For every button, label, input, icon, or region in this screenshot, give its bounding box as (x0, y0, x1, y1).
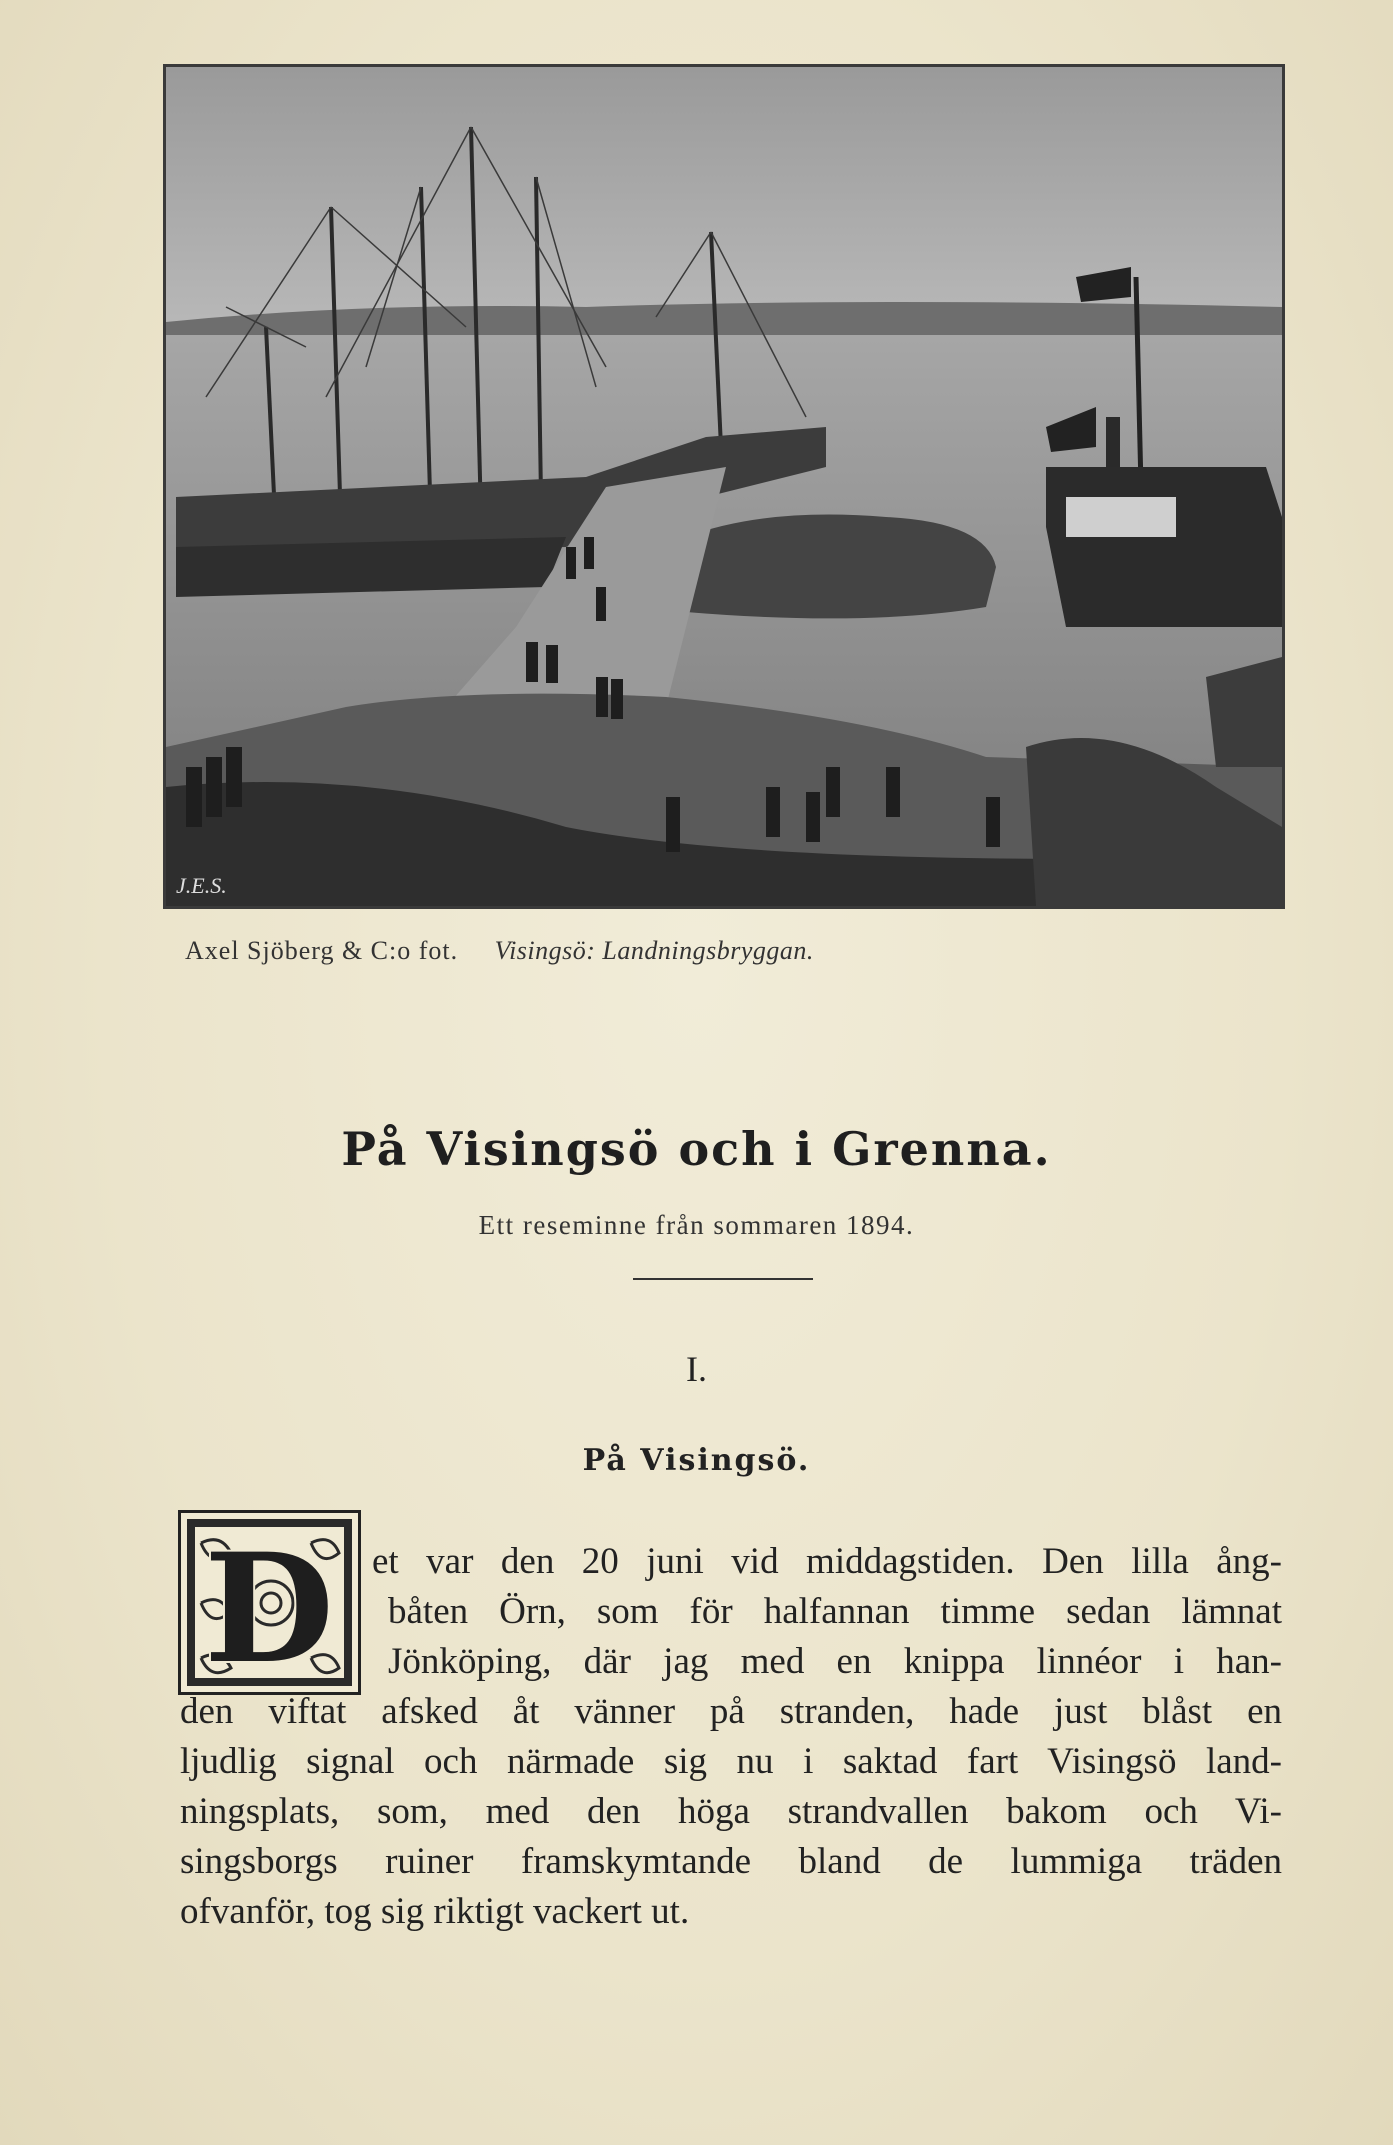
dropcap-ornament-icon (181, 1513, 358, 1692)
body-line: ofvanför, tog sig riktigt vackert ut. (180, 1891, 690, 1932)
ornamental-dropcap (178, 1510, 361, 1695)
dropcap-letter: D (203, 1521, 335, 1692)
halftone-photograph (163, 64, 1285, 909)
article-title: På Visingsö och i Grenna. (341, 1122, 1052, 1176)
body-line: båten Örn, som för halfannan timme sedan lämnat (388, 1591, 1282, 1632)
section-number: I. (686, 1349, 707, 1389)
body-line: ningsplats, som, med den höga strandvallen bakom och Vi- (180, 1791, 1282, 1832)
body-line: singsborgs ruiner framskymtande bland de lummiga träden (180, 1841, 1282, 1882)
harbor-scene-illustration (166, 67, 1282, 906)
photo-caption (185, 936, 1285, 966)
section-title: På Visingsö. (582, 1443, 811, 1478)
body-line: ljudlig signal och närmade sig nu i saktad fart Visingsö land- (180, 1741, 1282, 1782)
body-line: et var den 20 juni vid middagstiden. Den lilla ång- (372, 1541, 1282, 1582)
title-divider (633, 1278, 813, 1280)
article-subtitle: Ett reseminne från sommaren 1894. (478, 1210, 915, 1240)
body-line: Jönköping, där jag med en knippa linnéor i han- (388, 1641, 1282, 1682)
photo-title: Visingsö: Landningsbryggan. (494, 936, 814, 965)
body-line: den viftat afsked åt vänner på stranden, hade just blåst en (180, 1691, 1282, 1732)
engraver-signature: J.E.S. (176, 873, 227, 898)
photo-credit: Axel Sjöberg & C:o fot. (185, 936, 459, 965)
